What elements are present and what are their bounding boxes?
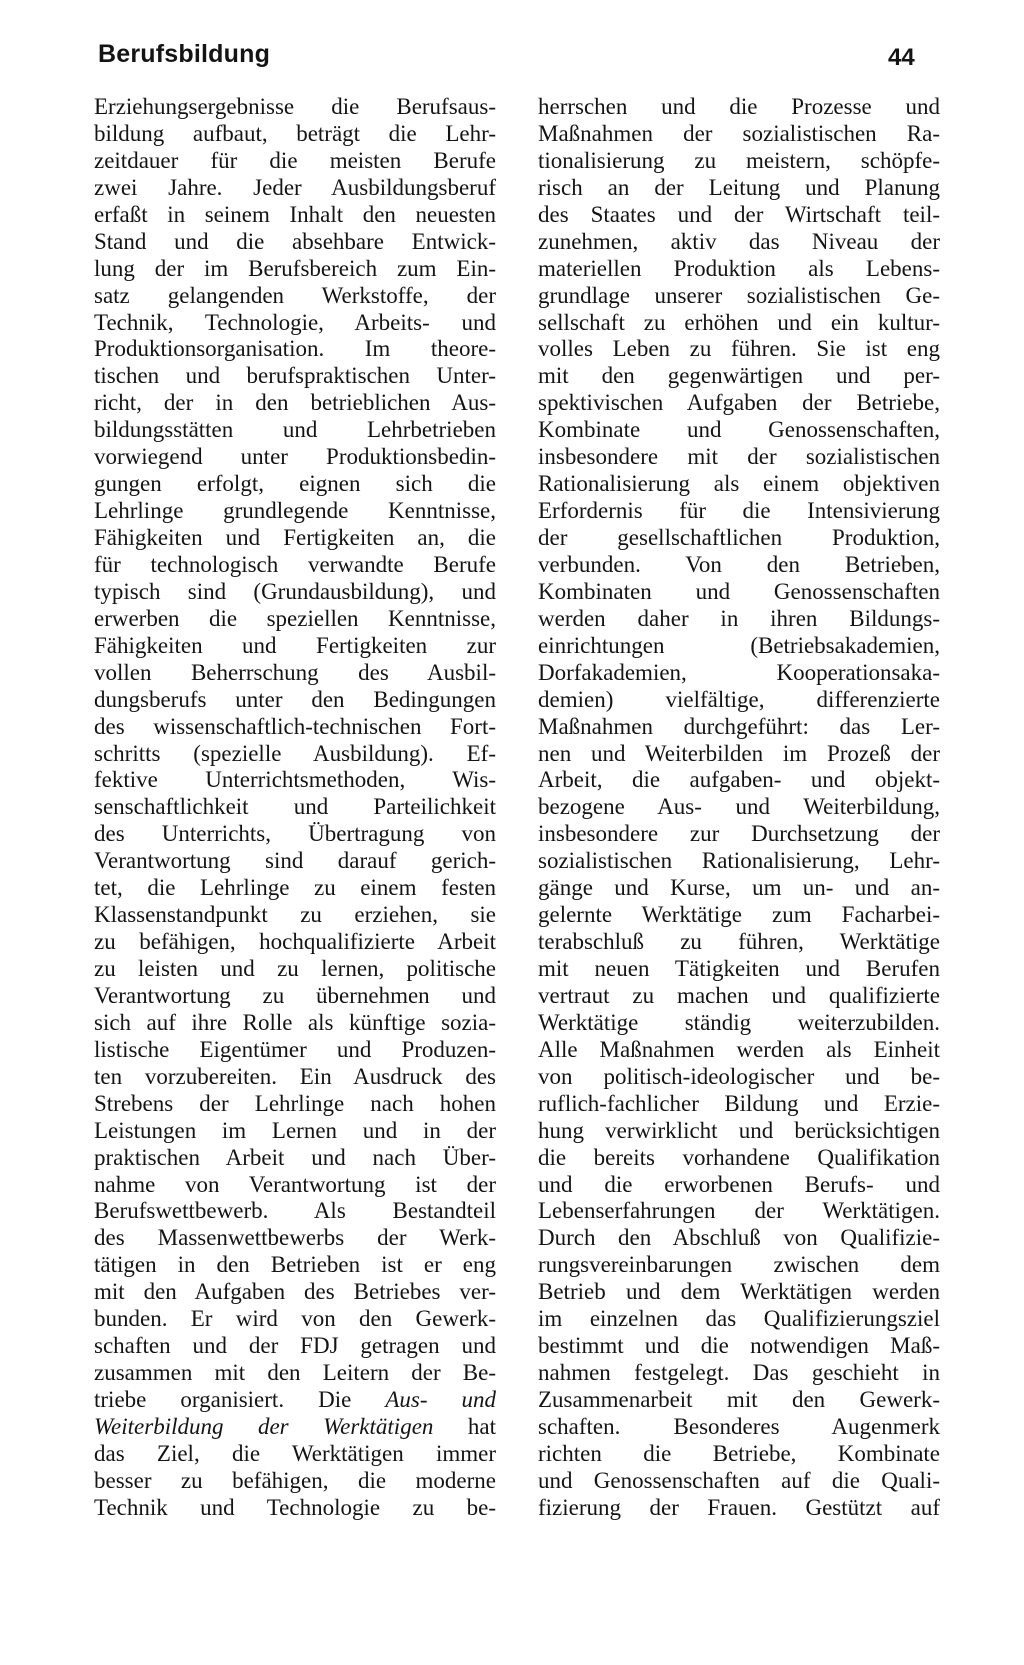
text-line: zwei Jahre. Jeder Ausbildungsberuf bbox=[94, 174, 496, 200]
text-line: der gesellschaftlichen Produktion, bbox=[538, 525, 940, 550]
text-line: besser zu befähigen, die moderne bbox=[94, 1467, 496, 1493]
text-line: insbesondere mit der sozialistischen bbox=[538, 444, 940, 470]
text-line: grundlage unserer sozialistischen Ge- bbox=[538, 282, 940, 308]
text-line: typisch sind (Grundausbildung), und bbox=[94, 578, 496, 604]
text-line: Zusammenarbeit mit den Gewerk- bbox=[538, 1387, 940, 1412]
text-line: vollen Beherrschung des Ausbil- bbox=[94, 659, 496, 685]
text-line: mit neuen Tätigkeiten und Berufen bbox=[538, 956, 940, 981]
text-line: von politisch-ideologischer und be- bbox=[538, 1063, 940, 1089]
text-line: erwerben die speziellen Kenntnisse, bbox=[94, 605, 496, 631]
text-line: Berufswettbewerb. Als Bestandteil bbox=[94, 1198, 496, 1224]
text-line: Rationalisierung als einem objektiven bbox=[538, 471, 940, 497]
text-line: materiellen Produktion als Lebens- bbox=[538, 255, 940, 281]
text-line: hung verwirklicht und berücksichtigen bbox=[538, 1117, 940, 1143]
text-line: richten die Betriebe, Kombinate bbox=[538, 1440, 940, 1466]
text-line: schaften und der FDJ getragen und bbox=[94, 1333, 496, 1359]
text-line: sozialistischen Rationalisierung, Lehr- bbox=[538, 848, 940, 874]
emphasis-run: Weiterbildung der Werktätigen bbox=[94, 1413, 434, 1439]
text-line: tet, die Lehrlinge zu einem festen bbox=[94, 875, 496, 901]
text-line: bezogene Aus- und Weiterbildung, bbox=[538, 794, 940, 820]
text-run: hat bbox=[433, 1413, 496, 1439]
text-line: fektive Unterrichtsmethoden, Wis- bbox=[94, 767, 496, 793]
text-line: Technik, Technologie, Arbeits- und bbox=[94, 309, 496, 335]
text-line: und die erworbenen Berufs- und bbox=[538, 1171, 940, 1197]
text-line: lung der im Berufsbereich zum Ein- bbox=[94, 255, 496, 281]
text-line: richt, der in den betrieblichen Aus- bbox=[94, 390, 496, 416]
text-line: Fähigkeiten und Fertigkeiten zur bbox=[94, 632, 496, 658]
text-line: Leistungen im Lernen und in der bbox=[94, 1117, 496, 1143]
text-line: bunden. Er wird von den Gewerk- bbox=[94, 1306, 496, 1332]
text-line: schaften. Besonderes Augenmerk bbox=[538, 1413, 940, 1439]
page-number: 44 bbox=[888, 44, 915, 71]
text-line: Verantwortung zu übernehmen und bbox=[94, 982, 496, 1008]
text-line: einrichtungen (Betriebsakademien, bbox=[538, 632, 940, 658]
text-line: Stand und die absehbare Entwick- bbox=[94, 228, 496, 254]
text-line: Durch den Abschluß von Qualifizie- bbox=[538, 1225, 940, 1251]
text-line bbox=[94, 1414, 496, 1441]
text-line: nahmen festgelegt. Das geschieht in bbox=[538, 1360, 940, 1386]
text-line: tischen und berufspraktischen Unter- bbox=[94, 363, 496, 389]
text-line: für technologisch verwandte Berufe bbox=[94, 551, 496, 577]
text-line: vorwiegend unter Produktionsbedin- bbox=[94, 444, 496, 470]
text-line: bildung aufbaut, beträgt die Lehr- bbox=[94, 120, 496, 146]
text-line: bestimmt und die notwendigen Maß- bbox=[538, 1333, 940, 1359]
text-line: Produktionsorganisation. Im theore- bbox=[94, 336, 496, 362]
text-line: verbunden. Von den Betrieben, bbox=[538, 551, 940, 577]
text-line: zunehmen, aktiv das Niveau der bbox=[538, 228, 940, 254]
text-line: fizierung der Frauen. Gestützt auf bbox=[538, 1494, 940, 1520]
text-line: gungen erfolgt, eignen sich die bbox=[94, 471, 496, 497]
text-line: insbesondere zur Durchsetzung der bbox=[538, 821, 940, 847]
text-line: zeitdauer für die meisten Berufe bbox=[94, 147, 496, 173]
text-line: des Massenwettbewerbs der Werk- bbox=[94, 1225, 496, 1251]
text-line: zusammen mit den Leitern der Be- bbox=[94, 1360, 496, 1386]
text-line: Verantwortung sind darauf gerich- bbox=[94, 848, 496, 874]
text-line: gelernte Werktätige zum Facharbei- bbox=[538, 902, 940, 928]
text-line: des wissenschaftlich-technischen Fort- bbox=[94, 713, 496, 739]
text-line: Strebens der Lehrlinge nach hohen bbox=[94, 1090, 496, 1116]
text-line: praktischen Arbeit und nach Über- bbox=[94, 1144, 496, 1170]
text-line: bildungsstätten und Lehrbetrieben bbox=[94, 417, 496, 443]
text-line: im einzelnen das Qualifizierungsziel bbox=[538, 1306, 940, 1332]
text-line: des Staates und der Wirtschaft teil- bbox=[538, 201, 940, 227]
text-line: Betrieb und dem Werktätigen werden bbox=[538, 1279, 940, 1305]
text-line: die bereits vorhandene Qualifikation bbox=[538, 1144, 940, 1170]
text-line: dungsberufs unter den Bedingungen bbox=[94, 686, 496, 712]
text-line: das Ziel, die Werktätigen immer bbox=[94, 1440, 496, 1466]
text-line: nen und Weiterbilden im Prozeß der bbox=[538, 740, 940, 766]
text-line: Werktätige ständig weiterzubilden. bbox=[538, 1009, 940, 1035]
text-line: schritts (spezielle Ausbildung). Ef- bbox=[94, 740, 496, 766]
text-line: mit den gegenwärtigen und per- bbox=[538, 363, 940, 389]
text-line: Erfordernis für die Intensivierung bbox=[538, 498, 940, 524]
text-run: triebe organisiert. Die bbox=[94, 1387, 386, 1412]
text-line: demien) vielfältige, differenzierte bbox=[538, 686, 940, 712]
text-line: Technik und Technologie zu be- bbox=[94, 1494, 496, 1520]
text-line: risch an der Leitung und Planung bbox=[538, 174, 940, 200]
text-line: gänge und Kurse, um un- und an- bbox=[538, 875, 940, 901]
text-line bbox=[94, 1387, 496, 1414]
text-line: Kombinaten und Genossenschaften bbox=[538, 578, 940, 604]
text-line: rungsvereinbarungen zwischen dem bbox=[538, 1252, 940, 1278]
text-line: nahme von Verantwortung ist der bbox=[94, 1171, 496, 1197]
right-text-column bbox=[538, 94, 940, 1522]
text-line: Fähigkeiten und Fertigkeiten an, die bbox=[94, 525, 496, 550]
text-line: herrschen und die Prozesse und bbox=[538, 94, 940, 119]
text-line: volles Leben zu führen. Sie ist eng bbox=[538, 336, 940, 362]
text-line: Kombinate und Genossenschaften, bbox=[538, 417, 940, 443]
text-line: Alle Maßnahmen werden als Einheit bbox=[538, 1036, 940, 1062]
text-line: ten vorzubereiten. Ein Ausdruck des bbox=[94, 1063, 496, 1089]
text-line: Erziehungsergebnisse die Berufsaus- bbox=[94, 94, 496, 119]
text-line: listische Eigentümer und Produzen- bbox=[94, 1036, 496, 1062]
text-line: Dorfakademien, Kooperationsaka- bbox=[538, 659, 940, 685]
text-line: Arbeit, die aufgaben- und objekt- bbox=[538, 767, 940, 793]
text-line: Maßnahmen durchgeführt: das Ler- bbox=[538, 713, 940, 739]
text-line: zu leisten und zu lernen, politische bbox=[94, 956, 496, 981]
text-line: Lebenserfahrungen der Werktätigen. bbox=[538, 1198, 940, 1224]
text-line: und Genossenschaften auf die Quali- bbox=[538, 1467, 940, 1493]
text-line: erfaßt in seinem Inhalt den neuesten bbox=[94, 201, 496, 227]
text-line: Lehrlinge grundlegende Kenntnisse, bbox=[94, 498, 496, 524]
text-line: sich auf ihre Rolle als künftige sozia- bbox=[94, 1009, 496, 1035]
text-line: senschaftlichkeit und Parteilichkeit bbox=[94, 794, 496, 820]
text-line: sellschaft zu erhöhen und ein kultur- bbox=[538, 309, 940, 335]
text-line: ruflich-fachlicher Bildung und Erzie- bbox=[538, 1090, 940, 1116]
text-line: werden daher in ihren Bildungs- bbox=[538, 605, 940, 631]
text-line: tionalisierung zu meistern, schöpfe- bbox=[538, 147, 940, 173]
page-heading: Berufsbildung bbox=[98, 40, 271, 68]
text-line: des Unterrichts, Übertragung von bbox=[94, 821, 496, 847]
text-line: satz gelangenden Werkstoffe, der bbox=[94, 282, 496, 308]
text-line: tätigen in den Betrieben ist er eng bbox=[94, 1252, 496, 1278]
text-line: spektivischen Aufgaben der Betriebe, bbox=[538, 390, 940, 416]
text-line: zu befähigen, hochqualifizierte Arbeit bbox=[94, 929, 496, 955]
text-line: terabschluß zu führen, Werktätige bbox=[538, 929, 940, 955]
left-text-column bbox=[94, 94, 496, 1522]
text-line: vertraut zu machen und qualifizierte bbox=[538, 982, 940, 1008]
text-line: Klassenstandpunkt zu erziehen, sie bbox=[94, 902, 496, 928]
text-line: mit den Aufgaben des Betriebes ver- bbox=[94, 1279, 496, 1305]
emphasis-run: Aus- und bbox=[385, 1387, 496, 1412]
text-line: Maßnahmen der sozialistischen Ra- bbox=[538, 120, 940, 146]
